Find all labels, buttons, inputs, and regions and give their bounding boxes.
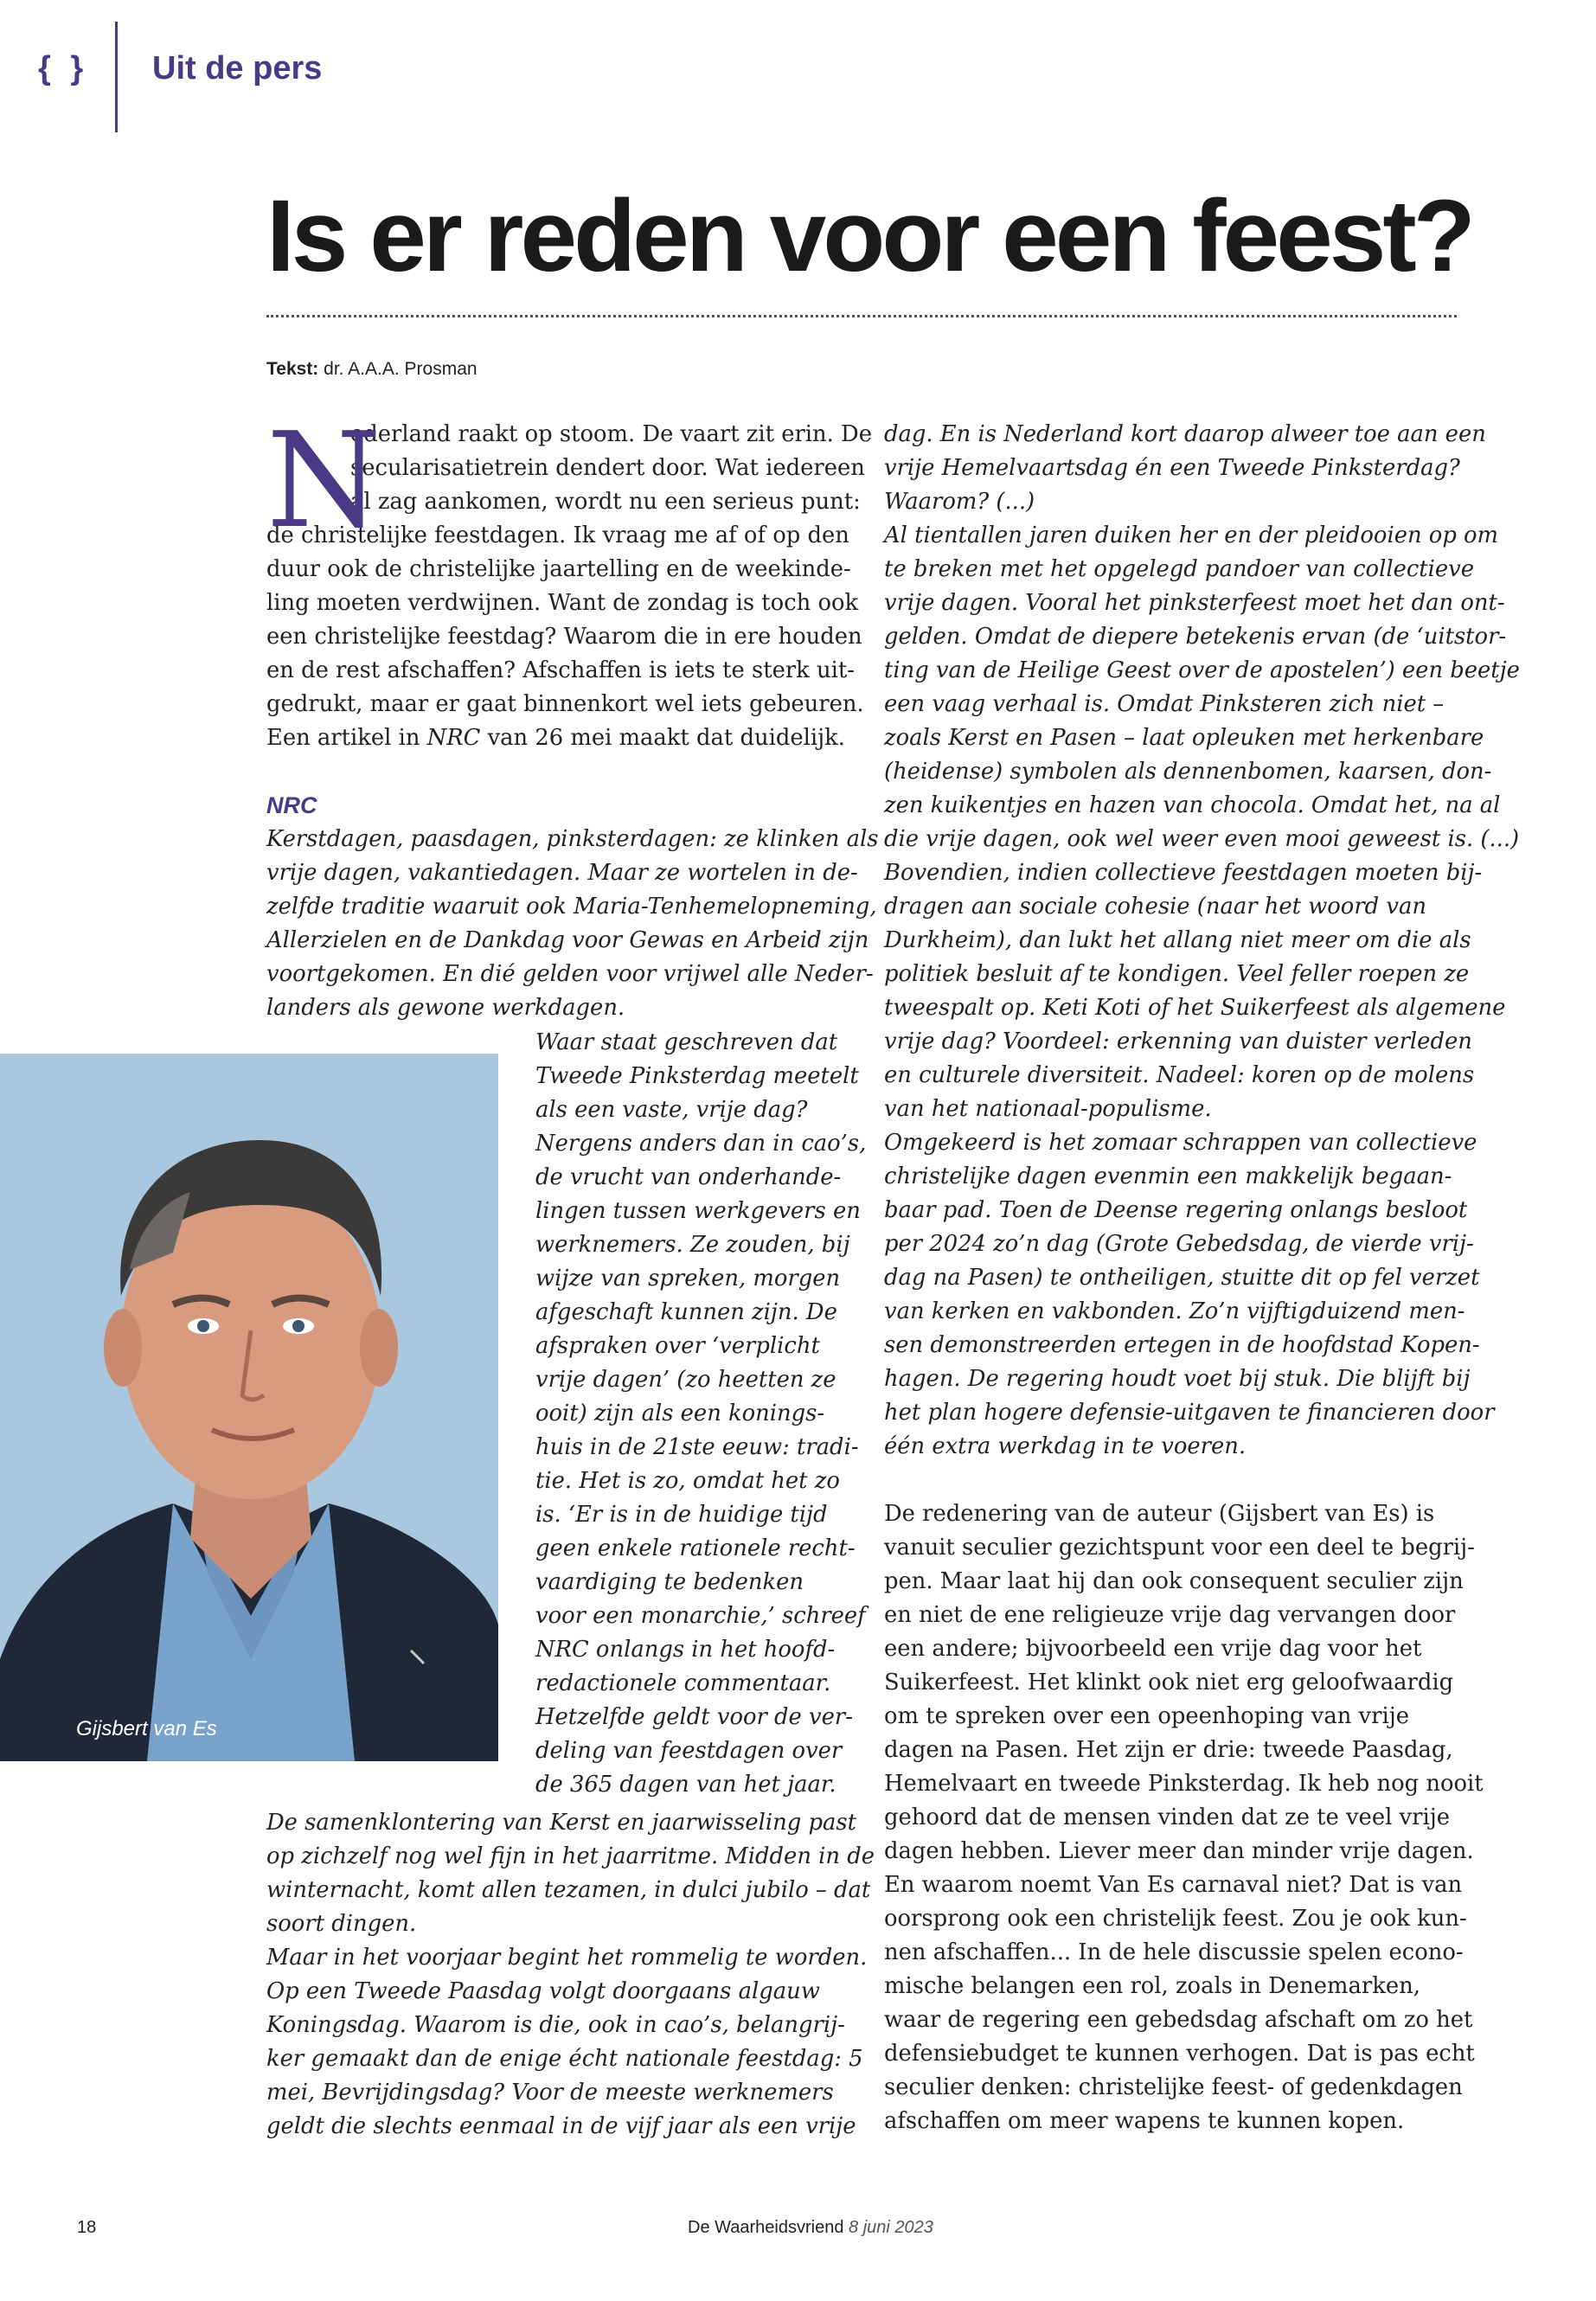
text-line: waar de regering een gebedsdag afschaft om zo het	[884, 2007, 1473, 2033]
quote-line: ooit) zijn als een konings-	[535, 1400, 825, 1426]
quote-line: zoals Kerst en Pasen – laat opleuken met herkenbare	[884, 725, 1484, 751]
text-line: Hemelvaart en tweede Pinksterdag. Ik heb nog nooit	[884, 1771, 1484, 1797]
quote-line: voor een monarchie,’ schreef	[535, 1603, 866, 1629]
quote-line: (heidense) symbolen als dennenbomen, kaarsen, don-	[884, 759, 1492, 785]
quote-line: Nergens anders dan in cao’s,	[535, 1131, 867, 1157]
text-line: dagen hebben. Liever meer dan minder vrije dagen.	[884, 1838, 1474, 1864]
quote-line: die vrije dagen, ook wel weer even mooi geweest is. (...)	[884, 826, 1520, 852]
quote-line: gelden. Omdat de diepere betekenis ervan (de ‘uitstor-	[884, 624, 1507, 650]
quote-line: geldt die slechts eenmaal in de vijf jaar als een vrije	[266, 2113, 856, 2139]
text-line: mische belangen een rol, zoals in Denemarken,	[884, 1973, 1420, 1999]
quote-line: tweespalt op. Keti Koti of het Suikerfeest als algemene	[884, 995, 1506, 1021]
quote-line: Allerzielen en de Dankdag voor Gewas en Arbeid zijn	[266, 927, 869, 953]
footer-publication	[688, 2218, 933, 2238]
quote-line: het plan hogere defensie-uitgaven te financieren door	[884, 1400, 1495, 1426]
response-paragraph	[884, 1497, 1484, 2138]
text-line: en de rest afschaffen? Afschaffen is iets te sterk uit-	[266, 657, 855, 683]
quote-line: vrije dagen, vakantiedagen. Maar ze wortelen in de-	[266, 860, 858, 886]
quote-line: een vaag verhaal is. Omdat Pinksteren zich niet –	[884, 691, 1445, 717]
text-line: dagen na Pasen. Het zijn er drie: tweede Paasdag,	[884, 1737, 1453, 1763]
quote-line: voortgekomen. En dié gelden voor vrijwel alle Neder-	[266, 961, 874, 987]
quote-line: één extra werkdag in te voeren.	[884, 1433, 1247, 1459]
quote-line: vaardiging te bedenken	[535, 1569, 804, 1595]
publication-date: 8 juni 2023	[849, 2218, 933, 2237]
quote-line: Op een Tweede Paasdag volgt doorgaans algauw	[266, 1978, 820, 2004]
quote-line: is. ‘Er is in de huidige tijd	[535, 1502, 828, 1528]
quote-line: zelfde traditie waaruit ook Maria-Tenhemelopneming,	[266, 894, 877, 920]
quote-line: afgeschaft kunnen zijn. De	[535, 1299, 837, 1325]
subheading-nrc: NRC	[266, 792, 317, 818]
quote-line: tie. Het is zo, omdat het zo	[535, 1468, 840, 1494]
quote-line: De samenklontering van Kerst en jaarwisseling past	[266, 1810, 857, 1836]
page-number: 18	[77, 2218, 97, 2237]
quote-line: vrije dagen’ (zo heetten ze	[535, 1367, 836, 1393]
photo-caption: Gijsbert van Es	[76, 1717, 217, 1740]
quote-line: ker gemaakt dan de enige écht nationale feestdag: 5	[266, 2046, 863, 2072]
quote-line: Durkheim), dan lukt het allang niet meer om die als	[884, 927, 1471, 953]
quote-line: winternacht, komt allen tezamen, in dulci jubilo – dat	[266, 1877, 871, 1903]
text-line: Suikerfeest. Het klinkt ook niet erg geloofwaardig	[884, 1670, 1454, 1695]
text-line: de christelijke feestdagen. Ik vraag me af of op den	[266, 522, 849, 548]
quote-line: Kerstdagen, paasdagen, pinksterdagen: ze klinken als	[266, 826, 879, 852]
quote-line: hagen. De regering houdt voet bij stuk. Die blijft bij	[884, 1366, 1471, 1392]
quote-line: afspraken over ‘verplicht	[535, 1333, 820, 1359]
publication-name: De Waarheidsvriend	[688, 2218, 844, 2237]
section-title: Uit de pers	[152, 50, 323, 87]
quote-line: als een vaste, vrije dag?	[535, 1097, 808, 1123]
header-divider	[115, 22, 118, 132]
quote-line: lingen tussen werkgevers en	[535, 1198, 861, 1224]
text-line: nen afschaffen... In de hele discussie spelen econo-	[884, 1939, 1464, 1965]
quote-line: Hetzelfde geldt voor de ver-	[535, 1704, 853, 1730]
quote-line: te breken met het opgelegd pandoer van collectieve	[884, 556, 1475, 582]
quote-line: per 2024 zo’n dag (Grote Gebedsdag, de vierde vrij-	[884, 1231, 1474, 1257]
quote-line: huis in de 21ste eeuw: tradi-	[535, 1434, 859, 1460]
text-line: een christelijke feestdag? Waarom die in ere houden	[266, 624, 862, 650]
quote-line: Maar in het voorjaar begint het rommelig te worden.	[266, 1945, 868, 1971]
text-line: afschaffen om meer wapens te kunnen kopen.	[884, 2108, 1405, 2134]
text-line: gedrukt, maar er gaat binnenkort wel iets gebeuren.	[266, 691, 864, 717]
quote-line: vrije dagen. Vooral het pinksterfeest moet het dan ont-	[884, 590, 1505, 616]
quote-line: deling van feestdagen over	[535, 1738, 843, 1764]
quote-line: wijze van spreken, morgen	[535, 1266, 841, 1292]
quote-line: vrije dag? Voordeel: erkenning van duister verleden	[884, 1029, 1472, 1054]
quote-line: politiek besluit af te kondigen. Veel feller roepen ze	[884, 961, 1470, 987]
quote-line: Waarom? (...)	[884, 489, 1035, 515]
quote-line: Omgekeerd is het zomaar schrappen van collectieve	[884, 1130, 1477, 1156]
portrait-illustration	[0, 1054, 498, 1761]
quote-line: baar pad. Toen de Deense regering onlangs besloot	[884, 1197, 1468, 1223]
byline	[266, 359, 478, 380]
text-line: defensiebudget te kunnen verhogen. Dat is pas echt	[884, 2041, 1475, 2067]
quote-line: werknemers. Ze zouden, bij	[535, 1232, 850, 1258]
quote-line: van het nationaal-populisme.	[884, 1096, 1212, 1122]
quote-line: zen kuikentjes en hazen van chocola. Omdat het, na al	[884, 792, 1501, 818]
text-line: vanuit seculier gezichtspunt voor een deel te begrij-	[884, 1535, 1475, 1561]
text-line: ederland raakt op stoom. De vaart zit erin. De	[350, 421, 873, 447]
text-line: oorsprong ook een christelijk feest. Zou je ook kun-	[884, 1906, 1467, 1932]
intro-paragraph-start	[266, 404, 873, 557]
article-column-left-top	[266, 404, 879, 1025]
quote-line: dragen aan sociale cohesie (naar het woord van	[884, 894, 1426, 920]
article-column-right	[884, 418, 1520, 2138]
article-column-left-bottom	[266, 1806, 875, 2144]
quote-line: dag. En is Nederland kort daarop alweer toe aan een	[884, 421, 1486, 447]
quote-line: de vrucht van onderhande-	[535, 1164, 842, 1190]
quote-line: sen demonstreerden ertegen in de hoofdstad Kopen-	[884, 1332, 1480, 1358]
text-fragment: Een artikel in	[266, 725, 427, 751]
text-line: ling moeten verdwijnen. Want de zondag is toch ook	[266, 590, 859, 616]
quote-line: Tweede Pinksterdag meetelt	[535, 1063, 859, 1089]
quote-line: geen enkele rationele recht-	[535, 1535, 856, 1561]
quote-line: en culturele diversiteit. Nadeel: koren op de molens	[884, 1062, 1475, 1088]
quote-block-continued	[884, 418, 1520, 1464]
author-portrait-photo	[0, 1054, 498, 1761]
quote-line: van kerken en vakbonden. Zo’n vijftigduizend men-	[884, 1298, 1465, 1324]
text-line: al zag aankomen, wordt nu een serieus punt:	[350, 489, 861, 515]
quote-line: dag na Pasen) te ontheiligen, stuitte dit op fel verzet	[884, 1265, 1480, 1291]
text-line: En waarom noemt Van Es carnaval niet? Dat is van	[884, 1872, 1463, 1898]
quote-line: mei, Bevrijdingsdag? Voor de meeste werknemers	[266, 2080, 834, 2106]
quote-line: soort dingen.	[266, 1911, 417, 1937]
article-column-beside-photo	[535, 1026, 867, 1802]
section-braces: { }	[38, 50, 89, 87]
quote-line: redactionele commentaar.	[535, 1670, 831, 1696]
quote-line: Al tientallen jaren duiken her en der pleidooien op om	[884, 522, 1499, 548]
quote-line: op zichzelf nog wel fijn in het jaarritme. Midden in de	[266, 1843, 875, 1869]
quote-line: de 365 dagen van het jaar.	[535, 1772, 836, 1798]
article-title: Is er reden voor een feest?	[266, 179, 1472, 293]
quote-line: ting van de Heilige Geest over de apostelen’) een beetje	[884, 657, 1520, 683]
quote-line: landers als gewone werkdagen.	[266, 995, 625, 1021]
quote-line: vrije Hemelvaartsdag én een Tweede Pinksterdag?	[884, 455, 1460, 481]
byline-author: dr. A.A.A. Prosman	[324, 359, 478, 379]
quote-line: Waar staat geschreven dat	[535, 1029, 838, 1055]
text-line: gehoord dat de mensen vinden dat ze te veel vrije	[884, 1804, 1450, 1830]
quote-line: NRC onlangs in het hoofd-	[535, 1637, 836, 1663]
text-line	[266, 721, 846, 755]
text-line: duur ook de christelijke jaartelling en de weekinde-	[266, 556, 851, 582]
title-dotted-rule	[266, 315, 1457, 317]
text-line: een andere; bijvoorbeeld een vrije dag voor het	[884, 1636, 1422, 1662]
quote-line: Koningsdag. Waarom is die, ook in cao’s, belangrij-	[266, 2012, 845, 2038]
nrc-reference: NRC	[426, 725, 481, 751]
drop-cap: N	[266, 404, 381, 557]
text-fragment: van 26 mei maakt dat duidelijk.	[480, 725, 845, 751]
quote-line: Bovendien, indien collectieve feestdagen moeten bij-	[884, 860, 1483, 886]
text-line: De redenering van de auteur (Gijsbert van Es) is	[884, 1501, 1435, 1527]
text-line: om te spreken over een opeenhoping van vrije	[884, 1703, 1409, 1729]
byline-label: Tekst:	[266, 359, 319, 379]
quote-line: christelijke dagen evenmin een makkelijk begaan-	[884, 1163, 1452, 1189]
text-line: secularisatietrein dendert door. Wat iedereen	[350, 455, 865, 481]
text-line: en niet de ene religieuze vrije dag vervangen door	[884, 1602, 1456, 1628]
text-line: seculier denken: christelijke feest- of gedenkdagen	[884, 2074, 1463, 2100]
text-line: pen. Maar laat hij dan ook consequent seculier zijn	[884, 1568, 1464, 1594]
